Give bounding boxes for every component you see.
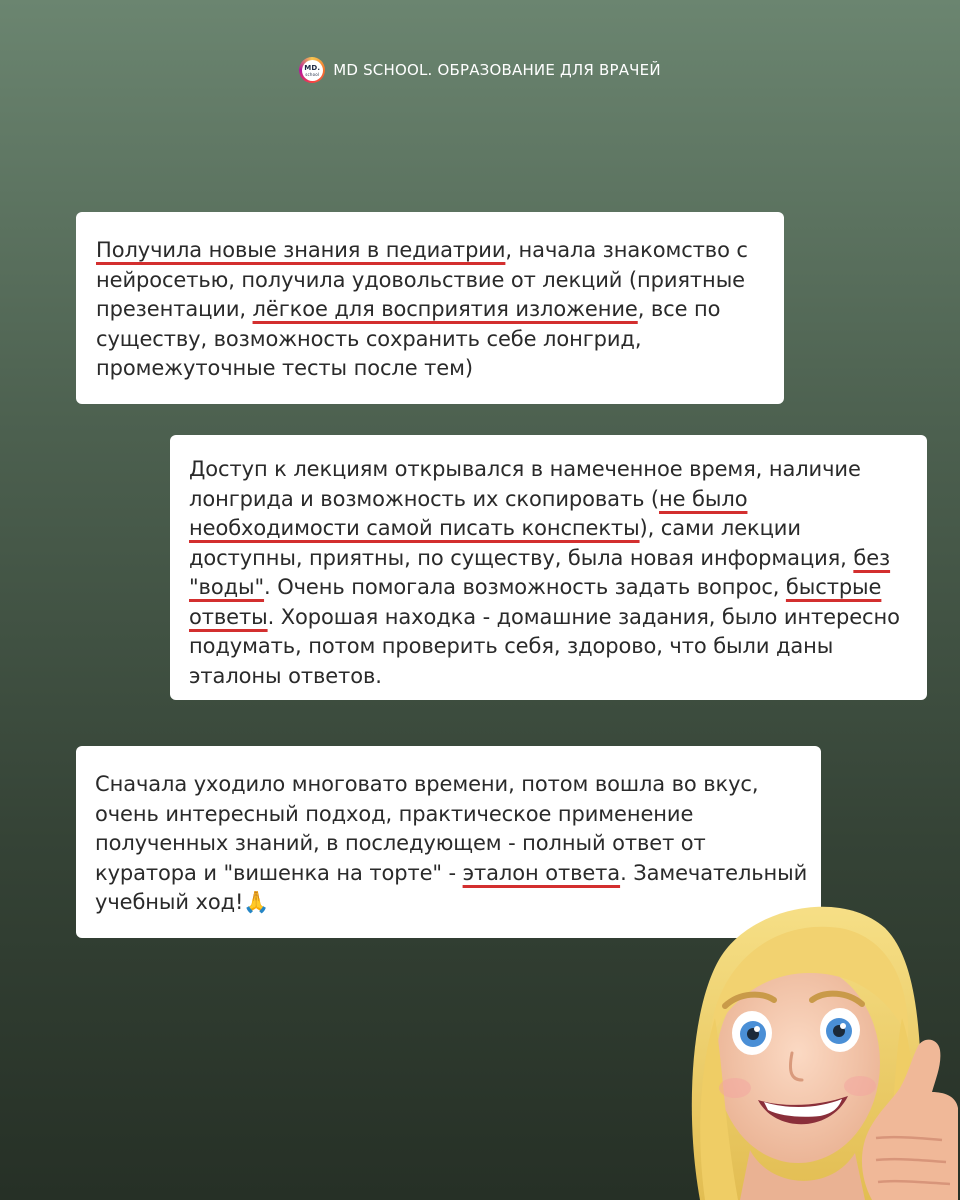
review-3-seg-1: эталон ответа (462, 860, 621, 885)
review-2-seg-1: не было необходимости самой писать конспекты (189, 486, 748, 540)
review-1-seg-3: , все по существу, возможность сохранить себе лонгрид, промежуточные тесты после тем) (96, 297, 721, 380)
review-2-seg-0: Доступ к лекциям открывался в намеченное время, наличие лонгрида и возможность их скопировать ( (189, 457, 861, 511)
review-2-seg-5: быстрые ответы (189, 575, 882, 629)
review-2-seg-2: ), сами лекции доступны, приятны, по существу, была новая информация, (189, 516, 854, 570)
logo-text: MD. (304, 63, 321, 72)
review-1-seg-1: , начала знакомство с нейросетью, получила удовольствие от лекций (приятные презентации, (96, 238, 748, 321)
review-1-seg-2: лёгкое для восприятия изложение (252, 297, 638, 321)
review-card-1 (76, 212, 784, 404)
review-2-seg-6: . Хорошая находка - домашние задания, было интересно подумать, потом проверить себя, здорово, что были даны эталоны ответов. (189, 604, 900, 688)
review-3-seg-0: Сначала уходило многовато времени, потом вошла во вкус, очень интересный подход, практическое применение полученных знаний, в последующем - полный ответ от куратора и "вишенка на торте" - (95, 772, 759, 885)
review-1-seg-0: Получила новые знания в педиатрии (96, 238, 506, 262)
review-card-2 (170, 435, 927, 700)
header (0, 55, 960, 85)
review-3-seg-2: . Замечательный учебный ход!🙏 (95, 860, 808, 914)
logo-subtext: school (305, 71, 320, 77)
review-2-seg-3: без "воды" (189, 545, 891, 599)
header-title: MD SCHOOL. ОБРАЗОВАНИЕ ДЛЯ ВРАЧЕЙ (333, 61, 661, 79)
md-school-logo-icon (299, 57, 325, 83)
memoji-thumbs-up-icon (680, 888, 960, 1200)
review-2-seg-4: . Очень помогала возможность задать вопрос, (264, 575, 786, 599)
